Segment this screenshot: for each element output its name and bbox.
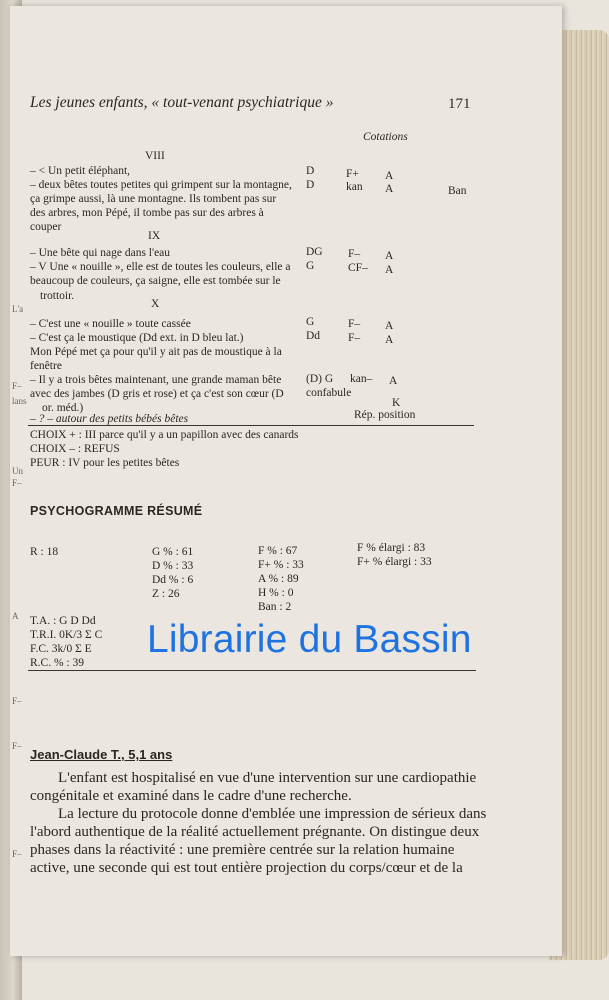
- cotation-location: G: [306, 260, 315, 272]
- margin-note: Un: [12, 466, 23, 476]
- watermark-text: Librairie du Bassin: [147, 618, 472, 661]
- cotation-content: A: [389, 375, 398, 387]
- plate-heading: X: [151, 298, 160, 310]
- margin-note: F–: [12, 478, 22, 488]
- response-line: des arbres, mon Pépé, il tombe pas sur des arbres à: [30, 207, 264, 219]
- response-line: couper: [30, 221, 62, 233]
- section-title: PSYCHOGRAMME RÉSUMÉ: [30, 504, 203, 518]
- cotation-content: A: [385, 170, 394, 182]
- choice-line: PEUR : IV pour les petites bêtes: [30, 457, 180, 469]
- psycho-value: F.C. 3k/0 Σ E: [30, 643, 92, 655]
- psycho-value: T.R.I. 0K/3 Σ C: [30, 629, 103, 641]
- psycho-value: G % : 61: [152, 546, 194, 558]
- cotation-location: D: [306, 165, 315, 177]
- choice-line: CHOIX – : REFUS: [30, 443, 120, 455]
- response-line: – < Un petit éléphant,: [30, 165, 131, 177]
- response-line: – C'est ça le moustique (Dd ext. in D bleu lat.): [30, 332, 244, 344]
- cotation-location: DG: [306, 246, 323, 258]
- psycho-value: Z : 26: [152, 588, 180, 600]
- response-line: trottoir.: [40, 290, 75, 302]
- response-line: – C'est une « nouille » toute cassée: [30, 318, 191, 330]
- page-number: 171: [448, 96, 471, 112]
- response-line: Mon Pépé met ça pour qu'il y ait pas de moustique à la: [30, 346, 282, 358]
- response-line: – Une bête qui nage dans l'eau: [30, 247, 171, 259]
- case-title: Jean-Claude T., 5,1 ans: [30, 747, 173, 762]
- cotation-location: G: [306, 316, 315, 328]
- psycho-value: F % : 67: [258, 545, 298, 557]
- cotation-content: A: [385, 264, 394, 276]
- response-line: – V Une « nouille », elle est de toutes les couleurs, elle a: [30, 261, 291, 273]
- cotation-content: A: [385, 334, 394, 346]
- paragraph-line: l'abord authentique de la réalité actuellement prégnante. On distingue deux: [30, 824, 480, 840]
- paragraph-line: phases dans la réactivité : une première centrée sur la relation humaine: [30, 842, 455, 858]
- paragraph-line: L'enfant est hospitalisé en vue d'une intervention sur une cardiopathie: [58, 770, 477, 786]
- response-line: beaucoup de couleurs, ça saigne, elle est tombée sur le: [30, 275, 281, 287]
- cotation-determinant: F–: [348, 318, 361, 330]
- cotation-note: confabule: [306, 387, 352, 399]
- cotation-determinant: kan–: [350, 373, 373, 385]
- psycho-value: T.A. : G D Dd: [30, 615, 96, 627]
- psycho-value: D % : 33: [152, 560, 194, 572]
- cotation-content: A: [385, 250, 394, 262]
- response-line: ça grimpe aussi, là une montagne. Ils tombent pas sur: [30, 193, 277, 205]
- psycho-value: Ban : 2: [258, 601, 292, 613]
- choice-line: CHOIX + : III parce qu'il y a un papillon avec des canards: [30, 429, 299, 441]
- cotation-note: K: [392, 397, 401, 409]
- cotations-label: Cotations: [363, 131, 408, 143]
- plate-heading: VIII: [145, 150, 165, 162]
- psycho-value: F+ % : 33: [258, 559, 304, 571]
- cotation-location: D: [306, 179, 315, 191]
- margin-note: F–: [12, 381, 22, 391]
- psycho-value: Dd % : 6: [152, 574, 194, 586]
- margin-note: F–: [12, 696, 22, 706]
- cotation-determinant: CF–: [348, 262, 368, 274]
- cotation-location: (D) G: [306, 373, 334, 385]
- psycho-value: H % : 0: [258, 587, 294, 599]
- paragraph-line: congénitale et examiné dans le cadre d'une recherche.: [30, 788, 352, 804]
- response-line: – deux bêtes toutes petites qui grimpent sur la montagne,: [30, 179, 292, 191]
- margin-note: A: [12, 611, 19, 621]
- response-line: – ? – autour des petits bébés bêtes: [30, 413, 189, 425]
- psycho-value: F+ % élargi : 33: [357, 556, 432, 568]
- response-line: avec des jambes (D gris et rose) et ça c'est son cœur (D: [30, 388, 284, 400]
- divider-rule: [28, 425, 474, 426]
- cotation-banal: Ban: [448, 185, 467, 197]
- psycho-value: R.C. % : 39: [30, 657, 84, 669]
- margin-note: F–: [12, 741, 22, 751]
- psycho-value: A % : 89: [258, 573, 299, 585]
- cotation-determinant: kan: [346, 181, 363, 193]
- response-line: or. méd.): [42, 402, 84, 414]
- psycho-value: R : 18: [30, 546, 59, 558]
- divider-rule: [28, 670, 476, 671]
- margin-note: F–: [12, 849, 22, 859]
- cotation-content: A: [385, 320, 394, 332]
- cotation-determinant: F–: [348, 332, 361, 344]
- response-line: fenêtre: [30, 360, 62, 372]
- running-header-title: Les jeunes enfants, « tout-venant psychiatrique »: [30, 94, 334, 111]
- book-page: [10, 6, 562, 956]
- cotation-location: Dd: [306, 330, 321, 342]
- margin-note: L'a: [12, 304, 24, 314]
- cotation-determinant: F+: [346, 168, 359, 180]
- response-line: – Il y a trois bêtes maintenant, une grande maman bête: [30, 374, 282, 386]
- paragraph-line: active, une seconde qui est tout entière projection du corps/cœur et de la: [30, 860, 463, 876]
- cotation-content: A: [385, 183, 394, 195]
- paragraph-line: La lecture du protocole donne d'emblée une impression de sérieux dans: [58, 806, 487, 822]
- cotation-determinant: F–: [348, 248, 361, 260]
- cotation-note: Rép. position: [354, 409, 416, 421]
- psycho-value: F % élargi : 83: [357, 542, 426, 554]
- margin-note: lans: [12, 396, 27, 406]
- plate-heading: IX: [148, 230, 161, 242]
